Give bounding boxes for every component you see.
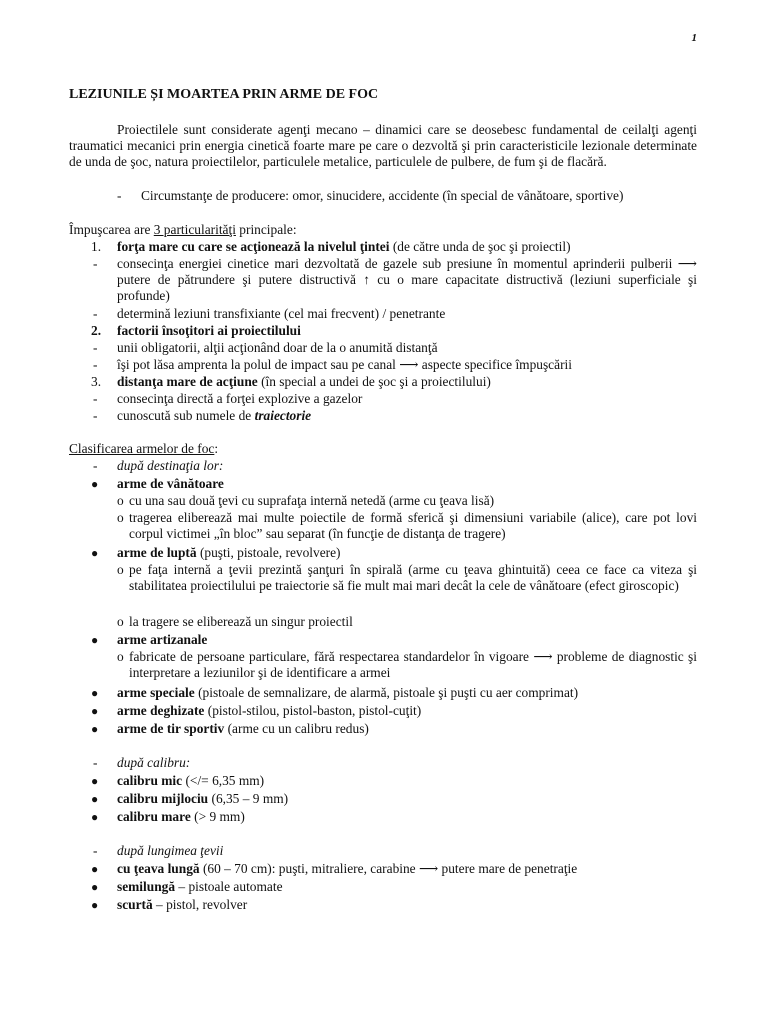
- bullet-icon: ●: [91, 477, 99, 491]
- list-number: 3.: [91, 374, 102, 389]
- weapon-type-label: arme artizanale: [117, 632, 208, 647]
- list-item-text: unii obligatorii, alţii acţionând doar de la o anumită distanţă: [117, 340, 438, 355]
- list-item-text: determină leziuni transfixiante (cel mai frecvent) / penetrante: [117, 306, 446, 321]
- barrel-label: cu ţeava lungă: [117, 861, 200, 876]
- bullet-icon: ●: [91, 546, 99, 560]
- sub-item-text: cu una sau două ţevi cu suprafaţa internă netedă (arme cu ţeava lisă): [129, 493, 495, 508]
- dash-marker: -: [93, 458, 98, 473]
- circle-bullet-icon: o: [117, 510, 124, 525]
- particularity-3-title: distanţa mare de acţiune: [117, 374, 258, 389]
- intro-prefix: Împuşcarea are: [69, 222, 154, 237]
- bullet-icon: ●: [91, 633, 99, 647]
- list-item-text: cunoscută sub numele de: [117, 408, 255, 423]
- dash-marker: -: [93, 357, 98, 372]
- barrel-description: – pistoale automate: [175, 879, 283, 894]
- document-title: LEZIUNILE ȘI MOARTEA PRIN ARME DE FOC: [69, 87, 379, 102]
- sub-item-text: pe faţa internă a ţevii prezintă şanţuri în spirală (arme cu ţeava ghintuită) ceea ce face ca viteza şi stabilitatea proiectilului pe traiectorie să fie mult mai mari decât la cele de vânătoare (efect giroscopic): [129, 562, 697, 594]
- barrel-length-heading-text: după lungimea ţevii: [117, 843, 224, 858]
- circle-bullet-icon: o: [117, 614, 124, 629]
- dash-marker: -: [117, 188, 122, 203]
- weapon-type-label: arme deghizate: [117, 703, 205, 718]
- weapon-type-rest: (pistoale de semnalizare, de alarmă, pistoale şi puşti cu aer comprimat): [194, 685, 579, 700]
- classification-heading: [69, 441, 768, 457]
- list-number: 1.: [91, 239, 102, 254]
- sub-item-text: la tragere se eliberează un singur proiectil: [129, 614, 353, 629]
- bullet-icon: ●: [91, 898, 99, 912]
- caliber-range: (6,35 – 9 mm): [208, 791, 289, 806]
- weapon-type-label: arme speciale: [117, 685, 195, 700]
- caliber-label: calibru mare: [117, 809, 191, 824]
- sub-item-text: fabricate de persoane particulare, fără respectarea standardelor în vigoare ⟶ probleme de diagnostic şi interpretare a leziunilor şi de identificare a armei: [129, 649, 697, 681]
- circle-bullet-icon: o: [117, 493, 124, 508]
- particularities-link-text: 3 particularităţi: [153, 222, 236, 237]
- barrel-label: scurtă: [117, 897, 153, 912]
- particularity-1-title: forţa mare cu care se acţionează la nivelul ţintei: [117, 239, 390, 254]
- weapon-type-label: arme de vânătoare: [117, 476, 224, 491]
- list-item-text: îşi pot lăsa amprenta la polul de impact sau pe canal ⟶ aspecte specifice împuşcării: [117, 357, 572, 372]
- particularity-1-rest: (de către unda de şoc şi proiectil): [389, 239, 571, 254]
- caliber-label: calibru mic: [117, 773, 183, 788]
- dash-marker: -: [93, 755, 98, 770]
- bullet-icon: ●: [91, 810, 99, 824]
- intro-suffix: principale:: [235, 222, 297, 237]
- barrel-label: semilungă: [117, 879, 176, 894]
- bullet-icon: ●: [91, 862, 99, 876]
- dash-marker: -: [93, 391, 98, 406]
- circle-bullet-icon: o: [117, 649, 124, 664]
- circle-bullet-icon: o: [117, 562, 124, 577]
- weapon-type-rest: (pistol-stilou, pistol-baston, pistol-cuţit): [204, 703, 422, 718]
- weapon-type-label: arme de luptă: [117, 545, 197, 560]
- circumstances-text: Circumstanţe de producere: omor, sinucidere, accidente (în special de vânătoare, sportive): [141, 188, 624, 203]
- particularity-2-title: factorii însoţitori ai proiectilului: [117, 323, 301, 338]
- caliber-heading-text: după calibru:: [117, 755, 191, 770]
- weapon-type-label: arme de tir sportiv: [117, 721, 225, 736]
- list-item-text: consecinţa energiei cinetice mari dezvoltată de gazele sub presiune în momentul aprinderii pulberii ⟶ putere de pătrundere şi putere distructivă ↑ cu o mare capacitate distructivă (leziuni superficiale şi profunde): [117, 256, 697, 304]
- caliber-range: (</= 6,35 mm): [182, 773, 265, 788]
- bullet-icon: ●: [91, 880, 99, 894]
- dash-marker: -: [93, 256, 98, 271]
- weapon-type-rest: (arme cu un calibru redus): [224, 721, 369, 736]
- barrel-description: – pistol, revolver: [152, 897, 248, 912]
- bullet-icon: ●: [91, 722, 99, 736]
- bullet-icon: ●: [91, 792, 99, 806]
- barrel-description: (60 – 70 cm): puşti, mitraliere, carabine ⟶ putere mare de penetraţie: [199, 861, 578, 876]
- particularities-intro: [69, 222, 768, 238]
- dash-marker: -: [93, 408, 98, 423]
- bullet-icon: ●: [91, 704, 99, 718]
- list-number: 2.: [91, 323, 102, 338]
- bullet-icon: ●: [91, 686, 99, 700]
- classification-heading-text: Clasificarea armelor de foc: [69, 441, 215, 456]
- list-item-text: consecinţa directă a forţei explozive a gazelor: [117, 391, 363, 406]
- heading-colon: :: [214, 441, 219, 456]
- caliber-range: (> 9 mm): [190, 809, 245, 824]
- dash-marker: -: [93, 306, 98, 321]
- intro-paragraph: Proiectilele sunt considerate agenţi mecano – dinamici care se deosebesc fundamental de ceilalţi agenţi traumatici mecanici prin energia cinetică foarte mare pe care o dezvoltă şi prin caracteristicile lezionale determinate de unda de şoc, natura proiectilelor, particulele metalice, particulele de pulbere, de fum şi de flacără.: [69, 122, 697, 170]
- destination-heading-text: după destinaţia lor:: [117, 458, 224, 473]
- sub-item-text: tragerea eliberează mai multe poiectile de formă sferică şi dimensiuni variabile (alice), care pot lovi corpul victimei „în bloc” sau separat (în funcţie de distanţa de tragere): [129, 510, 697, 542]
- weapon-type-rest: (puşti, pistoale, revolvere): [196, 545, 341, 560]
- bullet-icon: ●: [91, 774, 99, 788]
- dash-marker: -: [93, 340, 98, 355]
- page-number: 1: [691, 32, 697, 44]
- dash-marker: -: [93, 843, 98, 858]
- traiectorie-term: traiectorie: [254, 408, 312, 423]
- particularity-3-rest: (în special a undei de şoc şi a proiectilului): [257, 374, 491, 389]
- caliber-label: calibru mijlociu: [117, 791, 209, 806]
